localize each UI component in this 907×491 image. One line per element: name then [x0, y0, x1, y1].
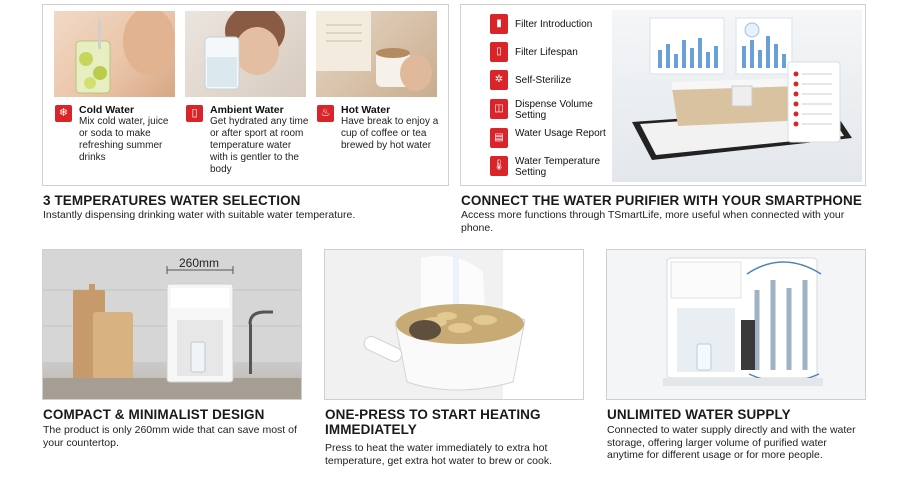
feature-filter-introduction [490, 14, 610, 36]
feature-label: Dispense Volume Setting [515, 99, 593, 121]
glass-icon: ▯ [186, 105, 203, 122]
feature-label: Filter Introduction [515, 19, 593, 30]
hot-water-text: Have break to enjoy a cup of coffee or tea brewed by hot water [341, 116, 439, 151]
water-supply-photo [606, 249, 866, 400]
hot-water-photo [316, 11, 437, 97]
feature-water-usage [490, 128, 610, 150]
cold-water-text: Mix cold water, juice or soda to make refreshing summer drinks [79, 116, 169, 163]
smartphone-heading: CONNECT THE WATER PURIFIER WITH YOUR SMARTPHONE [461, 193, 862, 208]
smartphone-illustration [612, 10, 862, 182]
phone-icon: ▯ [490, 42, 508, 62]
width-dimension-label: 260mm [179, 256, 220, 270]
compact-design-photo [42, 249, 302, 400]
heating-heading: ONE-PRESS TO START HEATING IMMEDIATELY [325, 407, 541, 437]
snowflake-icon: ❄ [55, 105, 72, 122]
temperatures-description: Instantly dispensing drinking water with suitable water temperature. [43, 209, 356, 221]
feature-label: Water Temperature Setting [515, 156, 601, 178]
feature-water-temperature [490, 156, 610, 178]
feature-filter-lifespan [490, 42, 610, 64]
ambient-water-photo [185, 11, 306, 97]
compact-heading: COMPACT & MINIMALIST DESIGN [43, 407, 265, 422]
sterilize-icon: ✲ [490, 70, 508, 90]
feature-self-sterilize [490, 70, 610, 92]
feature-label: Self-Sterilize [515, 75, 572, 86]
heating-description: Press to heat the water immediately to extra hot temperature, get extra hot water to brew or cook. [325, 442, 553, 467]
heating-photo [324, 249, 584, 400]
feature-label: Filter Lifespan [515, 47, 578, 58]
filter-icon: ▮ [490, 14, 508, 34]
hot-water-title: Hot Water [341, 104, 391, 116]
report-icon: ▤ [490, 128, 508, 148]
feature-dispense-volume [490, 99, 610, 121]
ambient-water-text: Get hydrated any time or after sport at room temperature water with is gentler to the body [210, 116, 309, 175]
supply-heading: UNLIMITED WATER SUPPLY [607, 407, 791, 422]
cold-water-title: Cold Water [79, 104, 135, 116]
ambient-water-title: Ambient Water [210, 104, 284, 116]
cold-water-photo [54, 11, 175, 97]
compact-description: The product is only 260mm wide that can save most of your countertop. [43, 424, 297, 449]
supply-description: Connected to water supply directly and with the water storage, offering larger volume of purified water anytime for different usage or for more people. [607, 424, 856, 461]
steam-icon: ♨ [317, 105, 334, 122]
temperatures-heading: 3 TEMPERATURES WATER SELECTION [43, 193, 301, 208]
feature-label: Water Usage Report [515, 128, 606, 139]
thermometer-icon: 🌡 [490, 156, 508, 176]
cup-icon: ◫ [490, 99, 508, 119]
smartphone-description: Access more functions through TSmartLife, more useful when connected with your phone. [461, 209, 845, 234]
